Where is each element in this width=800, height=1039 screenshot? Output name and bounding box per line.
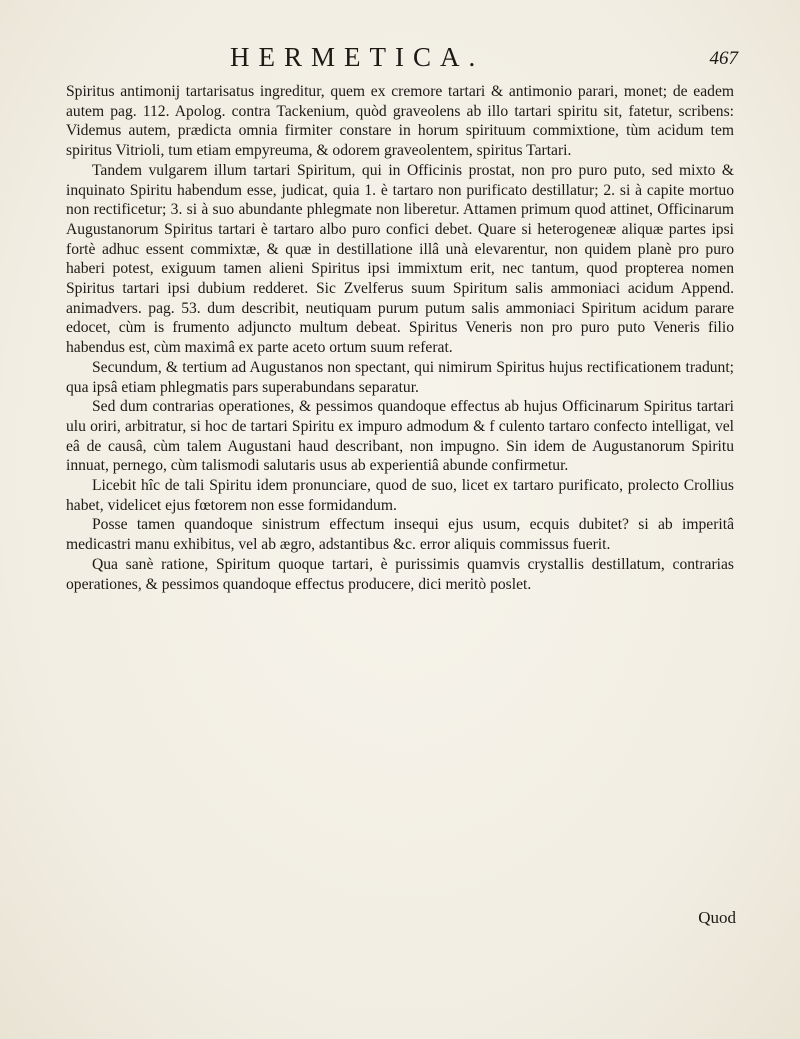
paragraph: Spiritus antimonij tartarisatus ingreditur, quem ex cremore tartari & antimonio parari, monet; de eadem autem pag. 112. Apolog. contra Tackenium, quòd graveolens ab illo tartari spiritu sit, fatetur, scribens: Videmus autem, prædicta omnia firmiter constare in horum spirituum commixtione, tùm acidum tem spiritus Vitrioli, tum etiam empyreuma, & odorem graveolentem, spiritus Tartari. — [66, 83, 734, 160]
catchword: Quod — [698, 908, 736, 927]
page-header — [0, 42, 800, 76]
paragraph: Qua sanè ratione, Spiritum quoque tartari, è purissimis quamvis crystallis destillatum, contrarias operationes, & pessimos quandoque effectus producere, dici meritò poslet. — [66, 555, 734, 593]
paragraph: Licebit hîc de tali Spiritu idem pronunciare, quod de suo, licet ex tartaro purificato, prolecto Crollius habet, videlicet ejus fœtorem non esse formidandum. — [66, 477, 734, 514]
paragraph: Sed dum contrarias operationes, & pessimos quandoque effectus ab hujus Officinarum Spiritus tartari ulu oriri, arbitratur, si hoc de tartari Spiritu ex impuro admodum & f culento tartaro confecto intelligat, vel eâ de causâ, cùm talem Augustani haud describant, non impugno. Sin idem de Augustanorum Spiritu innuat, pernego, cùm talismodi salutaris usus ab experientiâ abunde confirmetur. — [66, 398, 734, 475]
body-text — [66, 82, 734, 594]
running-title: HERMETICA. — [230, 42, 485, 72]
paragraph: Tandem vulgarem illum tartari Spiritum, qui in Officinis prostat, non pro puro puto, sed mixto & inquinato Spiritu habendum esse, judicat, quia 1. è tartaro non purificato destillatur; 2. si à capite mortuo non rectificetur; 3. si à suo abundante phlegmate non liberetur. Attamen primum quod attinet, Officinarum Augustanorum Spiritus tartari è tartaro albo puro confici debet. Quare si heterogeneæ aliquæ partes ipsi fortè adhuc essent commixtæ, & quæ in destillatione illâ unà elevarentur, non quidem planè pro puro haberi potest, exiguum tamen alieni Spiritus ipsi immixtum erit, nec tantum, quod propterea nomen Spiritus tartari ipsi dubium redderet. Sic Zvelferus suum Spiritum salis ammoniaci acidum Append. animadvers. pag. 53. dum describit, neutiquam purum putum salis ammoniaci Spiritum acidum parare edocet, cùm is frumento adjuncto multum debeat. Spiritus Veneris non pro puro puto Veneris filio habendus est, cùm maximâ ex parte aceto ortum suum referat. — [66, 161, 734, 357]
page-number: 467 — [709, 48, 738, 69]
paragraph: Secundum, & tertium ad Augustanos non spectant, qui nimirum Spiritus hujus rectificationem tradunt; qua ipsâ etiam phlegmatis pars superabundans separatur. — [66, 358, 734, 396]
paragraph: Posse tamen quandoque sinistrum effectum insequi ejus usum, ecquis dubitet? si ab imperitâ medicastri manu exhibitus, vel ab ægro, adstantibus &c. error aliquis commissus fuerit. — [66, 516, 734, 554]
